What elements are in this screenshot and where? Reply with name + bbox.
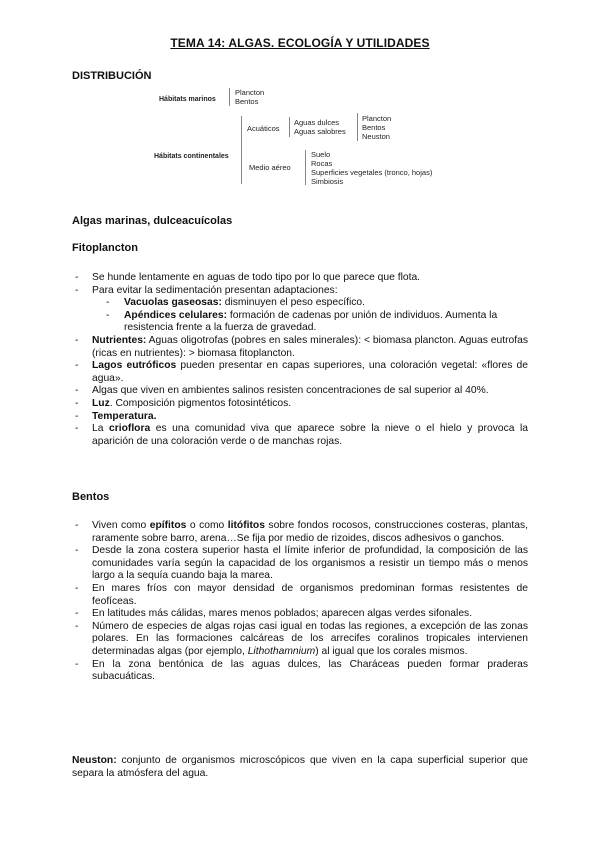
label-habitats-marinos: Hábitats marinos: [159, 96, 216, 103]
brace-marinos: [229, 88, 230, 106]
brace-aereo: [305, 150, 306, 185]
list-item: - Número de especies de algas rojas casi igual en todas las regiones, a excepción de las zonas polares. En las formaciones calcáreas de los arrecifes coralinos tropicales intervienen determinadas algas (por ejemplo, Lithothamnium) al igual que los corales mismos.: [72, 621, 528, 659]
list-item: - En la zona bentónica de las aguas dulces, las Charáceas pueden formar praderas subacuáticas.: [72, 659, 528, 684]
brace-continentales: [241, 116, 242, 184]
bentos-list: [72, 520, 528, 684]
label-suelo: Suelo: [311, 150, 331, 159]
heading-fitoplancton: Fitoplancton: [72, 242, 138, 254]
list-item: - Para evitar la sedimentación presentan adaptaciones:: [72, 285, 528, 298]
document-title: TEMA 14: ALGAS. ECOLOGÍA Y UTILIDADES: [170, 36, 430, 50]
list-item: - Nutrientes: Aguas oligotrofas (pobres en sales minerales): < biomasa plancton. Aguas eutrofas (ricas en nutrientes): > biomasa fitoplancton.: [72, 335, 528, 360]
label-acuaticos: Acuáticos: [247, 124, 280, 133]
list-item: - Desde la zona costera superior hasta el límite inferior de profundidad, la composición de las comunidades varía según la capacidad de los organismos a resistir un tiempo más o menos largo a la sequía cuando baja la marea.: [72, 545, 528, 583]
label-superficies: Superficies vegetales (tronco, hojas): [311, 168, 433, 177]
neuston-paragraph: Neuston: conjunto de organismos microscópicos que viven en la capa superficial superior que separa la atmósfera del agua.: [72, 755, 528, 779]
list-item: - Se hunde lentamente en aguas de todo tipo por lo que parece que flota.: [72, 272, 528, 285]
list-item: - Luz. Composición pigmentos fotosintéticos.: [72, 398, 528, 411]
list-item: - Apéndices celulares: formación de cadenas por unión de individuos. Aumenta la: [72, 310, 528, 323]
brace-acuaticos: [289, 117, 290, 137]
distribution-diagram: [0, 0, 600, 240]
list-item: - La crioflora es una comunidad viva que aparece sobre la nieve o el hielo y provoca la aparición de una coloración verde o de manchas rojas.: [72, 423, 528, 448]
list-item: - En latitudes más cálidas, mares menos poblados; aparecen algas verdes sifonales.: [72, 608, 528, 621]
heading-bentos: Bentos: [72, 491, 110, 503]
label-bentos: Bentos: [235, 97, 259, 106]
label-rocas: Rocas: [311, 159, 333, 168]
label-aguas-salobres: Aguas salobres: [294, 127, 346, 136]
label-simbiosis: Simbiosis: [311, 177, 344, 186]
list-item: - Viven como epífitos o como litófitos sobre fondos rocosos, construcciones costeras, plantas, raramente sobre barro, arena…Se fija por medio de rizoides, discos adhesivos o ganchos.: [72, 520, 528, 545]
label-medio-aereo: Medio aéreo: [249, 163, 291, 172]
list-item: - En mares fríos con mayor densidad de organismos predominan formas resistentes de feofíceas.: [72, 583, 528, 608]
label-habitats-continentales: Hábitats continentales: [154, 153, 229, 160]
list-item: - Algas que viven en ambientes salinos resisten concentraciones de sal superior al 40%.: [72, 385, 528, 398]
brace-aguas: [357, 113, 358, 141]
label-bentos-2: Bentos: [362, 123, 386, 132]
label-plancton-2: Plancton: [362, 114, 392, 123]
heading-distribucion: DISTRIBUCIÓN: [72, 70, 152, 82]
label-aguas-dulces: Aguas dulces: [294, 118, 340, 127]
fitoplancton-list: [72, 272, 528, 448]
list-item: - Temperatura.: [72, 411, 528, 424]
list-item: - Vacuolas gaseosas: disminuyen el peso específico.: [72, 297, 528, 310]
list-item: - Lagos eutróficos pueden presentar en capas superiores, una coloración vegetal: «flores de agua».: [72, 360, 528, 385]
list-item-continuation: resistencia frente a la fuerza de gravedad.: [124, 322, 317, 334]
heading-algas-marinas: Algas marinas, dulceacuícolas: [72, 215, 233, 227]
label-plancton: Plancton: [235, 88, 265, 97]
label-neuston: Neuston: [362, 132, 390, 141]
